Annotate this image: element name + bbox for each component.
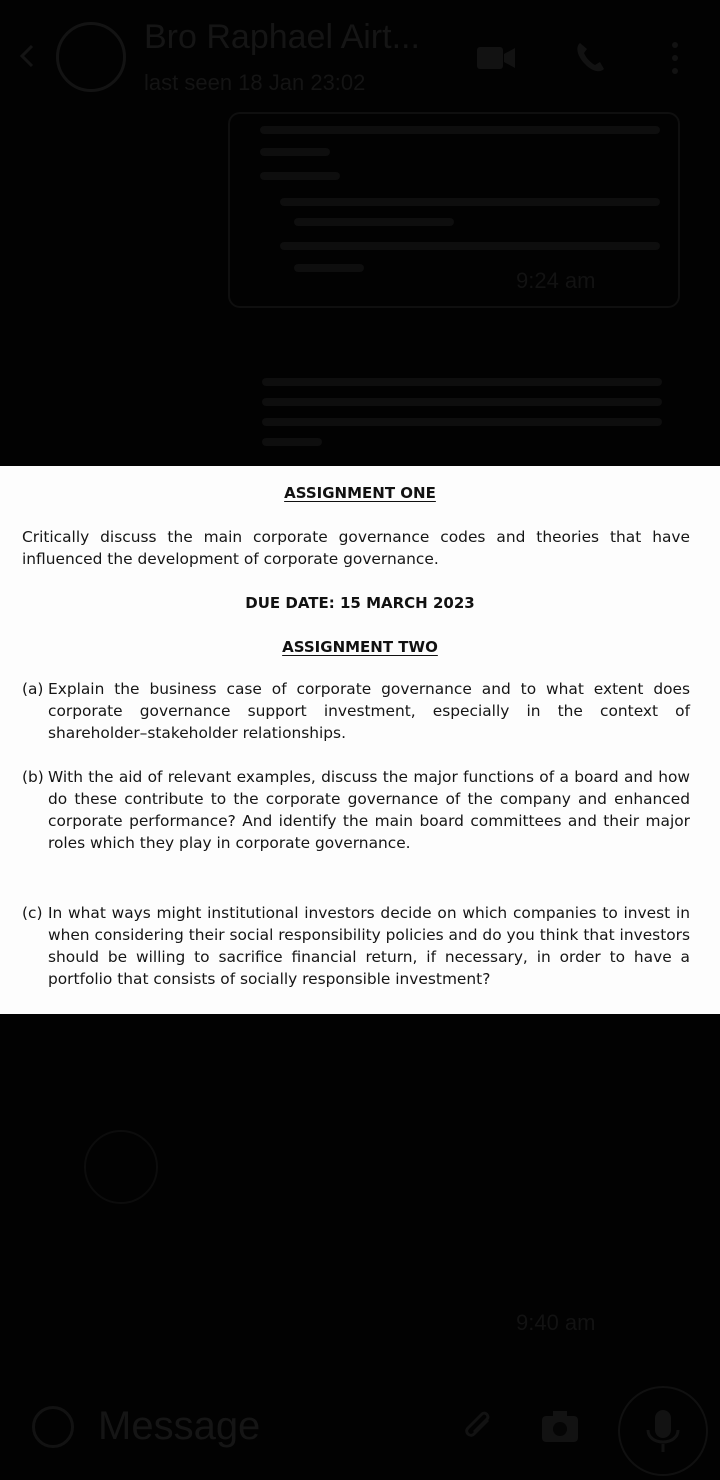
bubble-text-line bbox=[262, 378, 662, 386]
bubble-text-line bbox=[294, 264, 364, 272]
assignment-item-b bbox=[22, 766, 690, 854]
more-vertical-icon[interactable] bbox=[670, 40, 680, 76]
bubble-text-line bbox=[260, 148, 330, 156]
microphone-icon[interactable] bbox=[618, 1386, 708, 1476]
message-bubble[interactable] bbox=[228, 112, 680, 308]
message-input[interactable] bbox=[96, 1400, 400, 1452]
chat-header bbox=[0, 0, 720, 120]
bubble-text-line bbox=[262, 418, 662, 426]
bubble-text-line bbox=[280, 198, 660, 206]
last-seen-status: last seen 18 Jan 23:02 bbox=[144, 70, 366, 95]
bubble-text-line bbox=[260, 126, 660, 134]
phone-icon[interactable] bbox=[572, 40, 608, 76]
bubble-text-line bbox=[294, 218, 454, 226]
contact-name[interactable]: Bro Raphael Airt... bbox=[144, 18, 420, 56]
camera-icon[interactable] bbox=[540, 1410, 580, 1444]
item-text: Explain the business case of corporate governance and to what extent does corporate governance support investment, especially in the context of shareholder–stakeholder relationships. bbox=[48, 680, 690, 742]
due-date: DUE DATE: 15 MARCH 2023 bbox=[245, 594, 475, 612]
item-marker: (a) bbox=[22, 680, 44, 698]
heading-assignment-one: ASSIGNMENT ONE bbox=[284, 484, 436, 502]
item-marker: (b) bbox=[22, 768, 44, 786]
emoji-icon[interactable] bbox=[32, 1406, 74, 1448]
assignment-document-image[interactable] bbox=[0, 466, 720, 1014]
item-text: In what ways might institutional investors decide on which companies to invest in when considering their social responsibility policies and do you think that investors should be willing to sacrifice financial return, if necessary, in order to have a portfolio that consists of socially responsible investment? bbox=[48, 904, 690, 988]
arrow-left-icon[interactable] bbox=[14, 42, 42, 70]
paperclip-icon[interactable] bbox=[460, 1406, 496, 1446]
heading-assignment-two: ASSIGNMENT TWO bbox=[282, 638, 438, 656]
item-marker: (c) bbox=[22, 904, 43, 922]
assignment-item-a bbox=[22, 678, 690, 744]
bubble-text-line bbox=[280, 242, 660, 250]
ghost-reply-avatar bbox=[84, 1130, 158, 1204]
message-time: 9:40 am bbox=[516, 1310, 596, 1335]
assignment-one-text: Critically discuss the main corporate governance codes and theories that have influenced the development of corporate governance. bbox=[22, 528, 690, 568]
bubble-text-line bbox=[260, 172, 340, 180]
item-text: With the aid of relevant examples, discuss the major functions of a board and how do these contribute to the corporate governance of the company and enhanced corporate performance? And identify the main board committees and their major roles which they play in corporate governance. bbox=[48, 768, 690, 852]
avatar[interactable] bbox=[56, 22, 126, 92]
message-time: 9:24 am bbox=[516, 268, 596, 293]
assignment-item-c bbox=[22, 902, 690, 990]
bubble-text-line bbox=[262, 438, 322, 446]
video-camera-icon[interactable] bbox=[476, 44, 516, 72]
bubble-text-line bbox=[262, 398, 662, 406]
